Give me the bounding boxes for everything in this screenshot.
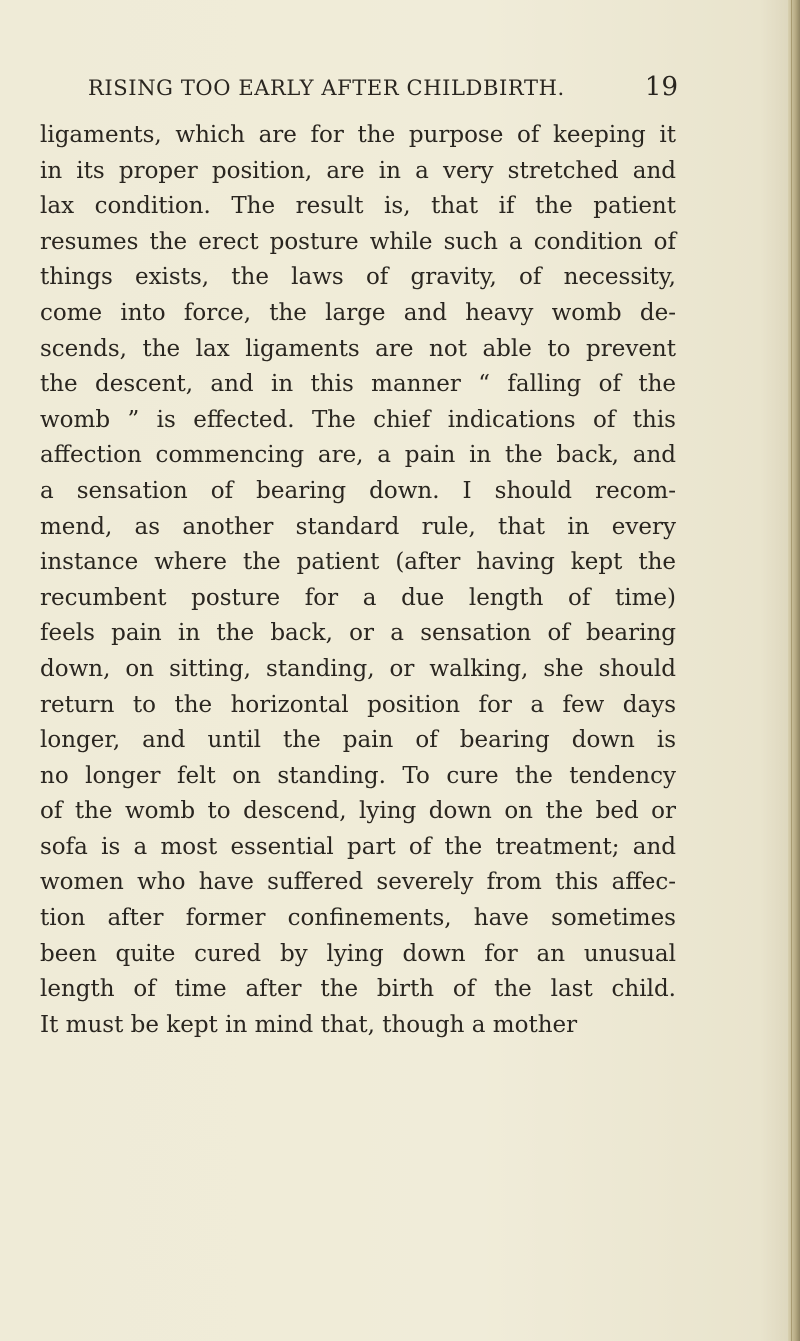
text-line: been quite cured by lying down for an unusual <box>40 940 676 967</box>
text-line: in its proper position, are in a very stretched and <box>40 157 676 184</box>
text-line: the descent, and in this manner “ falling of the <box>40 371 676 398</box>
running-head <box>88 72 678 110</box>
text-line: longer, and until the pain of bearing down is <box>40 727 676 754</box>
text-line: a sensation of bearing down. I should recom- <box>40 477 676 504</box>
text-line: length of time after the birth of the last child. <box>40 976 676 1003</box>
text-line: women who have suffered severely from this affec- <box>40 869 676 896</box>
text-line: down, on sitting, standing, or walking, she should <box>40 655 676 682</box>
text-line: recumbent posture for a due length of time) <box>40 584 676 611</box>
text-line: of the womb to descend, lying down on the bed or <box>40 798 676 825</box>
text-line: It must be kept in mind that, though a mother <box>40 1011 578 1038</box>
page-number: 19 <box>644 72 678 102</box>
text-line: tion after former confinements, have sometimes <box>40 905 676 932</box>
text-line: mend, as another standard rule, that in every <box>40 513 676 540</box>
text-line: ligaments, which are for the purpose of keeping it <box>40 122 676 148</box>
body-text <box>40 118 676 1043</box>
text-line: things exists, the laws of gravity, of necessity, <box>40 264 676 291</box>
text-line: sofa is a most essential part of the treatment; and <box>40 833 676 860</box>
text-line: resumes the erect posture while such a condition of <box>40 228 676 255</box>
text-line: instance where the patient (after having kept the <box>40 549 676 576</box>
text-line: scends, the lax ligaments are not able to prevent <box>40 335 676 362</box>
text-line: feels pain in the back, or a sensation of bearing <box>40 620 676 647</box>
text-line: return to the horizontal position for a few days <box>40 691 676 718</box>
text-line: no longer felt on standing. To cure the tendency <box>40 762 676 789</box>
text-line: come into force, the large and heavy womb de- <box>40 299 676 326</box>
text-line: lax condition. The result is, that if the patient <box>40 193 676 220</box>
text-line: affection commencing are, a pain in the back, and <box>40 442 676 469</box>
text-line: womb ” is effected. The chief indications of this <box>40 406 676 433</box>
running-title: RISING TOO EARLY AFTER CHILDBIRTH. <box>88 76 565 100</box>
page-edge <box>788 0 800 1341</box>
